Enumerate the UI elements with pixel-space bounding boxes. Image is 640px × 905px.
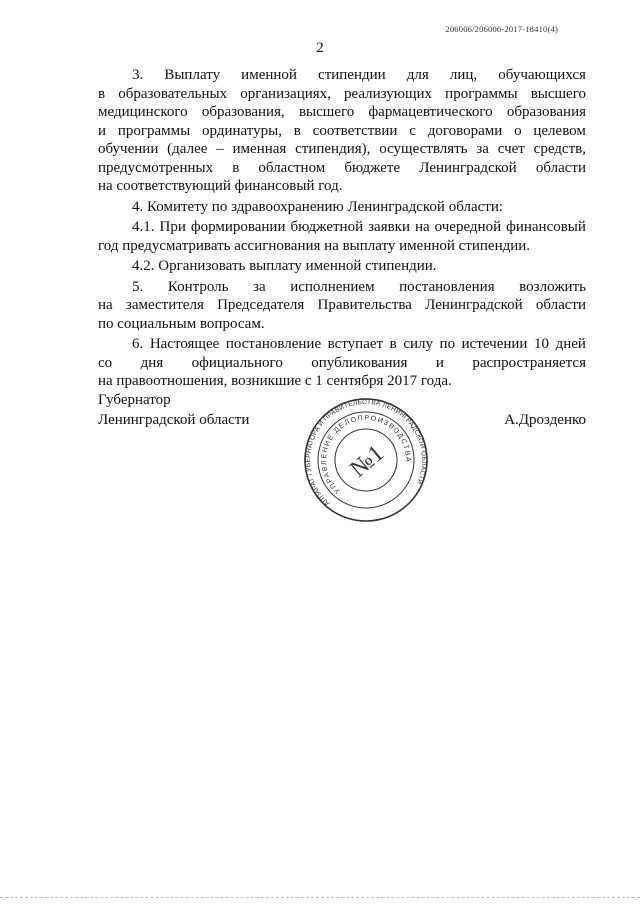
signer-name: А.Дрозденко	[504, 412, 586, 428]
body-word: постановления	[399, 278, 495, 295]
body-word: официального	[191, 354, 283, 371]
body-word: ординатуры,	[202, 122, 282, 139]
body-word: очередной	[434, 219, 502, 235]
body-text-line	[98, 103, 586, 122]
body-word: лиц,	[449, 67, 478, 83]
body-word: областном	[258, 159, 326, 176]
body-word: соответствии	[312, 122, 398, 139]
page-number: 2	[316, 40, 324, 56]
body-word: –	[216, 141, 224, 157]
body-word: заместителя	[125, 297, 204, 313]
body-word: в	[389, 336, 397, 352]
body-word: в	[293, 122, 301, 139]
body-word: возложить	[519, 278, 586, 295]
body-word: с	[409, 122, 416, 139]
body-text-line	[98, 122, 586, 141]
body-word: обучающихся	[498, 67, 586, 83]
body-word: за	[476, 141, 489, 157]
body-word: программы	[445, 85, 518, 102]
body-word: бюджете	[344, 159, 401, 176]
body-text-line	[98, 278, 586, 297]
body-word: образовательных	[118, 85, 228, 102]
body-word: Контроль	[167, 278, 229, 295]
body-word: 4.1.	[132, 219, 155, 235]
body-word: 6.	[132, 336, 144, 352]
body-word: 10	[534, 336, 550, 352]
body-word: области	[535, 159, 586, 176]
body-word: Ленинградской	[425, 297, 523, 313]
body-word: Выплату	[164, 67, 221, 83]
body-word: медицинского	[98, 104, 188, 120]
body-word: Ленинградской	[419, 159, 517, 176]
body-word: Настоящее	[149, 336, 220, 352]
body-word: целевом	[533, 122, 586, 139]
body-word: о	[514, 122, 522, 139]
body-word: высшего	[298, 104, 355, 120]
seal-inner-text: УПРАВЛЕНИЕ ДЕЛОПРОИЗВОДСТВА	[320, 414, 412, 495]
body-word: обучении	[98, 141, 159, 157]
body-word: средств,	[533, 141, 586, 157]
body-word: в	[232, 159, 240, 176]
body-text-line: на правоотношения, возникшие с 1 сентября 2017 года.	[98, 373, 452, 389]
body-word: и	[98, 122, 107, 139]
body-text-line	[98, 159, 586, 178]
body-word: высшего	[530, 85, 586, 102]
body-word: силу	[403, 336, 433, 352]
body-word: в	[98, 85, 106, 102]
body-word: на	[414, 219, 430, 235]
body-word: для	[406, 67, 429, 83]
signer-position-line2: Ленинградской области	[98, 412, 250, 428]
body-word: счет	[497, 141, 525, 157]
document-body	[98, 66, 586, 391]
body-text-line: 4. Комитету по здравоохранению Ленинградской области:	[132, 198, 504, 215]
body-word: именной	[241, 67, 297, 83]
body-word: фармацевтического	[368, 104, 493, 120]
official-seal-stamp	[304, 398, 428, 522]
body-word: со	[98, 354, 113, 371]
body-word: за	[253, 278, 266, 295]
seal-center-number: №1	[345, 440, 390, 483]
body-word: организациях,	[240, 85, 331, 102]
body-word: заявки	[368, 219, 410, 235]
body-word: именная	[232, 141, 287, 157]
body-word: (далее	[167, 141, 208, 157]
body-word: дня	[140, 354, 164, 371]
signer-position-line1: Губернатор	[98, 392, 171, 408]
body-word: исполнением	[290, 278, 375, 295]
body-word: стипендии	[318, 67, 386, 83]
body-word: на	[98, 297, 113, 313]
body-word: договорами	[427, 122, 503, 139]
body-text-line	[98, 140, 586, 159]
body-word: и	[435, 354, 444, 371]
body-word: При	[159, 219, 186, 235]
body-word: истечении	[461, 336, 528, 352]
body-text-line	[98, 296, 586, 315]
body-word: программы	[117, 122, 191, 139]
body-word: стипендия),	[295, 141, 371, 157]
body-word: образования,	[201, 104, 285, 120]
body-word: дней	[555, 336, 586, 352]
body-word: опубликования	[311, 354, 408, 371]
body-word: области	[535, 297, 586, 313]
body-word: 5.	[132, 278, 144, 295]
body-text-line: по социальным вопросам.	[98, 315, 265, 332]
document-registration-code: 206006/206006-2017-18410(4)	[445, 24, 558, 34]
body-text-line: 4.2. Организовать выплату именной стипендии.	[132, 258, 437, 274]
body-word: бюджетной	[290, 219, 364, 235]
seal-outer-text: АППАРАТ ГУБЕРНАТОРА И ПРАВИТЕЛЬСТВА ЛЕНИНГРАДСКОЙ ОБЛАСТИ	[304, 398, 428, 507]
body-text-line	[98, 85, 586, 104]
body-word: постановление	[225, 336, 322, 352]
body-word: вступает	[327, 336, 384, 352]
body-word: осуществлять	[379, 141, 468, 157]
page-bottom-rule	[0, 897, 640, 898]
body-word: формировании	[190, 219, 286, 235]
body-text-line	[98, 354, 586, 373]
body-word: образования	[506, 104, 586, 120]
body-word: предусмотренных	[98, 159, 214, 176]
body-word: Председателя	[217, 297, 305, 313]
body-text-line	[98, 335, 586, 354]
body-text-line: год предусматривать ассигнования на выплату именной стипендии.	[98, 237, 531, 254]
body-text-line	[98, 218, 586, 237]
body-word: финансовый	[506, 219, 586, 235]
body-text-line	[98, 66, 586, 85]
body-text-line: на соответствующий финансовый год.	[98, 178, 343, 194]
body-word: по	[439, 336, 456, 352]
body-word: 3.	[132, 67, 144, 83]
body-word: Правительства	[317, 297, 412, 313]
body-word: распространяется	[472, 354, 586, 371]
body-word: реализующих	[344, 85, 433, 102]
